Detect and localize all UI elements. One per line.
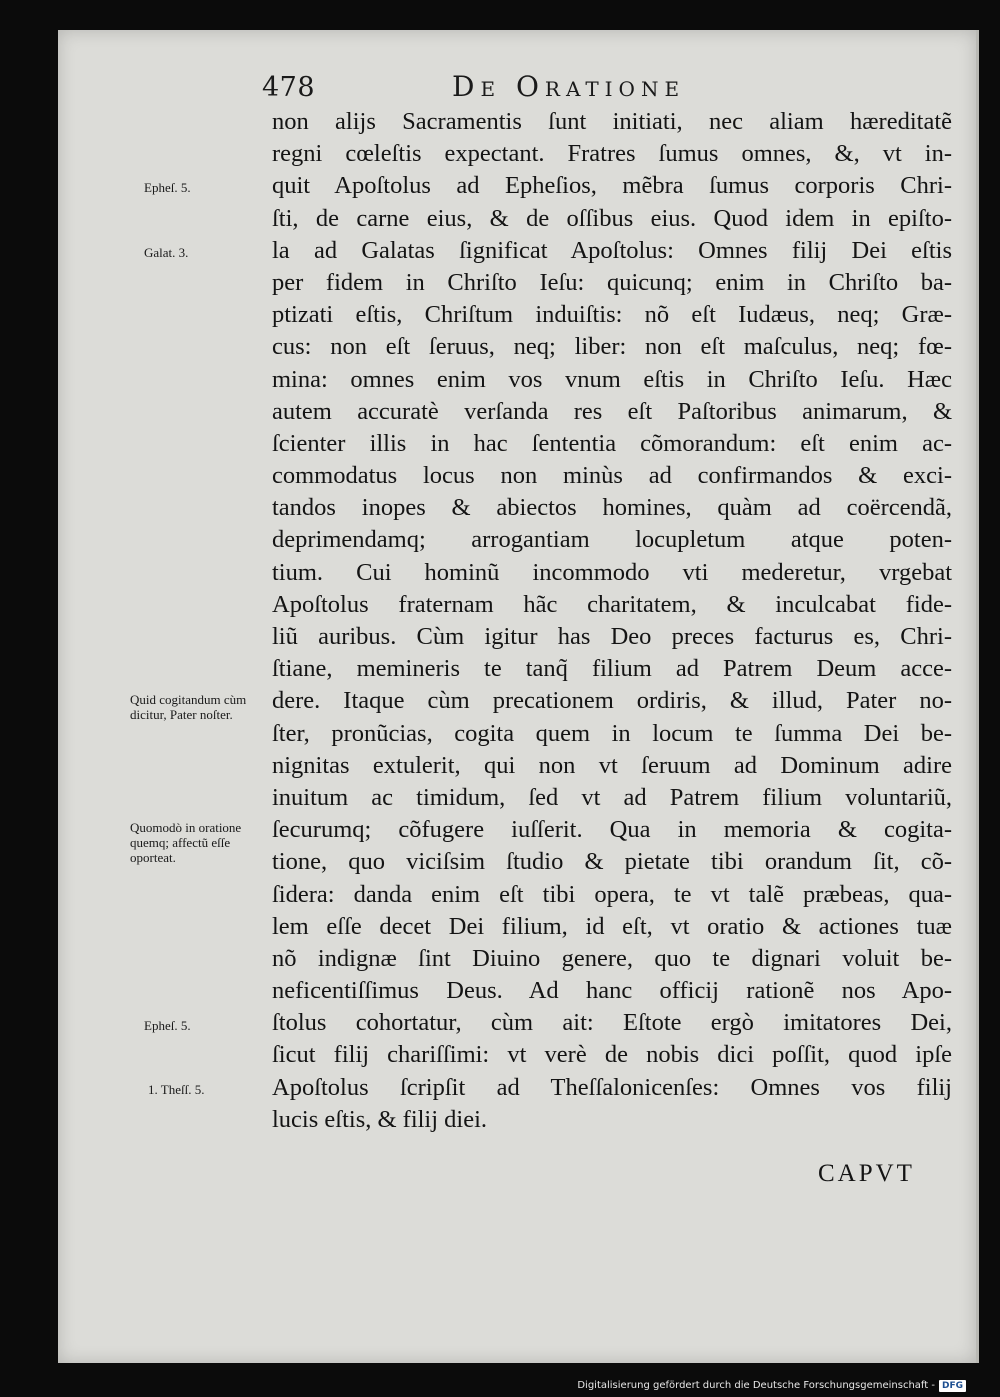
text-line: quit Apoſtolus ad Epheſios, mẽbra ſumus corporis Chri-: [272, 172, 952, 200]
margin-note: Epheſ. 5.: [144, 1017, 191, 1033]
text-line: autem accuratè verſanda res eſt Paſtoribus animarum, &: [272, 397, 952, 425]
text-line: neficentiſſimus Deus. Ad hanc officij rationẽ nos Apo-: [272, 977, 952, 1005]
main-text: [272, 106, 952, 1136]
digitization-credit: [577, 1380, 966, 1392]
text-line: inuitum ac timidum, ſed vt ad Patrem filium voluntariũ,: [272, 783, 952, 811]
text-line: lucis eſtis, & filij diei.: [272, 1105, 488, 1133]
catchword: CAPVT: [818, 1160, 915, 1187]
dfg-logo: DFG: [939, 1380, 966, 1392]
credit-text: Digitalisierung gefördert durch die Deutsche Forschungsgemeinschaft -: [577, 1380, 935, 1391]
text-line: commodatus locus non minùs ad confirmandos & exci-: [272, 462, 952, 490]
text-line: la ad Galatas ſignificat Apoſtolus: Omnes filij Dei eſtis: [272, 236, 952, 264]
text-line: nõ indignæ ſint Diuino genere, quo te dignari voluit be-: [272, 944, 952, 972]
margin-note: Quomodò in oratione quemq; affectũ eſſe oporteat.: [130, 820, 242, 866]
text-line: regni cœleſtis expectant. Fratres ſumus omnes, &, vt in-: [272, 140, 952, 168]
text-line: ſicut filij chariſſimi: vt verè de nobis dici poſſit, quod ipſe: [272, 1041, 952, 1069]
text-line: liũ auribus. Cùm igitur has Deo preces facturus es, Chri-: [272, 623, 952, 650]
page-number: 478: [262, 72, 316, 103]
text-line: ſidera: danda enim eſt tibi opera, te vt talẽ præbeas, qua-: [272, 880, 952, 908]
text-line: tione, quo viciſsim ſtudio & pietate tibi orandum ſit, cõ-: [272, 848, 952, 876]
running-title: De Oratione: [452, 70, 686, 103]
text-line: per fidem in Chriſto Ieſu: quicunq; enim in Chriſto ba-: [272, 268, 952, 296]
text-line: lem eſſe decet Dei filium, id eſt, vt oratio & actiones tuæ: [272, 912, 952, 940]
text-line: tium. Cui hominũ incommodo vti mederetur, vrgebat: [272, 558, 952, 586]
text-line: dere. Itaque cùm precationem ordiris, & illud, Pater no-: [272, 687, 952, 715]
text-line: ſti, de carne eius, & de oſſibus eius. Quod idem in epiſto-: [272, 204, 952, 232]
text-line: ſcienter illis in hac ſententia cõmorandum: eſt enim ac-: [272, 429, 952, 457]
text-line: tandos inopes & abiectos homines, quàm ad coërcendã,: [272, 494, 952, 522]
text-line: Apoſtolus fraternam hãc charitatem, & inculcabat fide-: [272, 590, 952, 618]
text-line: non alijs Sacramentis ſunt initiati, nec aliam hæreditatẽ: [272, 108, 952, 135]
text-line: ſtolus cohortatur, cùm ait: Eſtote ergò imitatores Dei,: [272, 1009, 952, 1037]
margin-note: Galat. 3.: [144, 244, 189, 260]
text-line: ſter, pronũcias, cogita quem in locum te ſumma Dei be-: [272, 719, 952, 747]
text-line: nignitas extulerit, qui non vt ſeruum ad Dominum adire: [272, 751, 952, 779]
text-line: ſecurumq; cõfugere iuſſerit. Qua in memoria & cogita-: [272, 816, 952, 844]
margin-note: Epheſ. 5.: [144, 180, 191, 196]
text-line: Apoſtolus ſcripſit ad Theſſalonicenſes: Omnes vos filij: [272, 1073, 952, 1101]
text-line: ſtiane, memineris te tanq̃ filium ad Patrem Deum acce-: [272, 655, 952, 683]
text-line: deprimendamq; arrogantiam locupletum atque poten-: [272, 526, 952, 554]
margin-note: 1. Theſſ. 5.: [148, 1082, 205, 1097]
text-line: cus: non eſt ſeruus, neq; liber: non eſt maſculus, neq; fœ-: [272, 333, 952, 361]
text-line: ptizati eſtis, Chriſtum induiſtis: nõ eſt Iudæus, neq; Græ-: [272, 301, 952, 329]
margin-note: Quid cogitandum cùm dicitur, Pater noſter.: [130, 691, 247, 722]
text-line: mina: omnes enim vos vnum eſtis in Chriſto Ieſu. Hæc: [272, 365, 952, 393]
